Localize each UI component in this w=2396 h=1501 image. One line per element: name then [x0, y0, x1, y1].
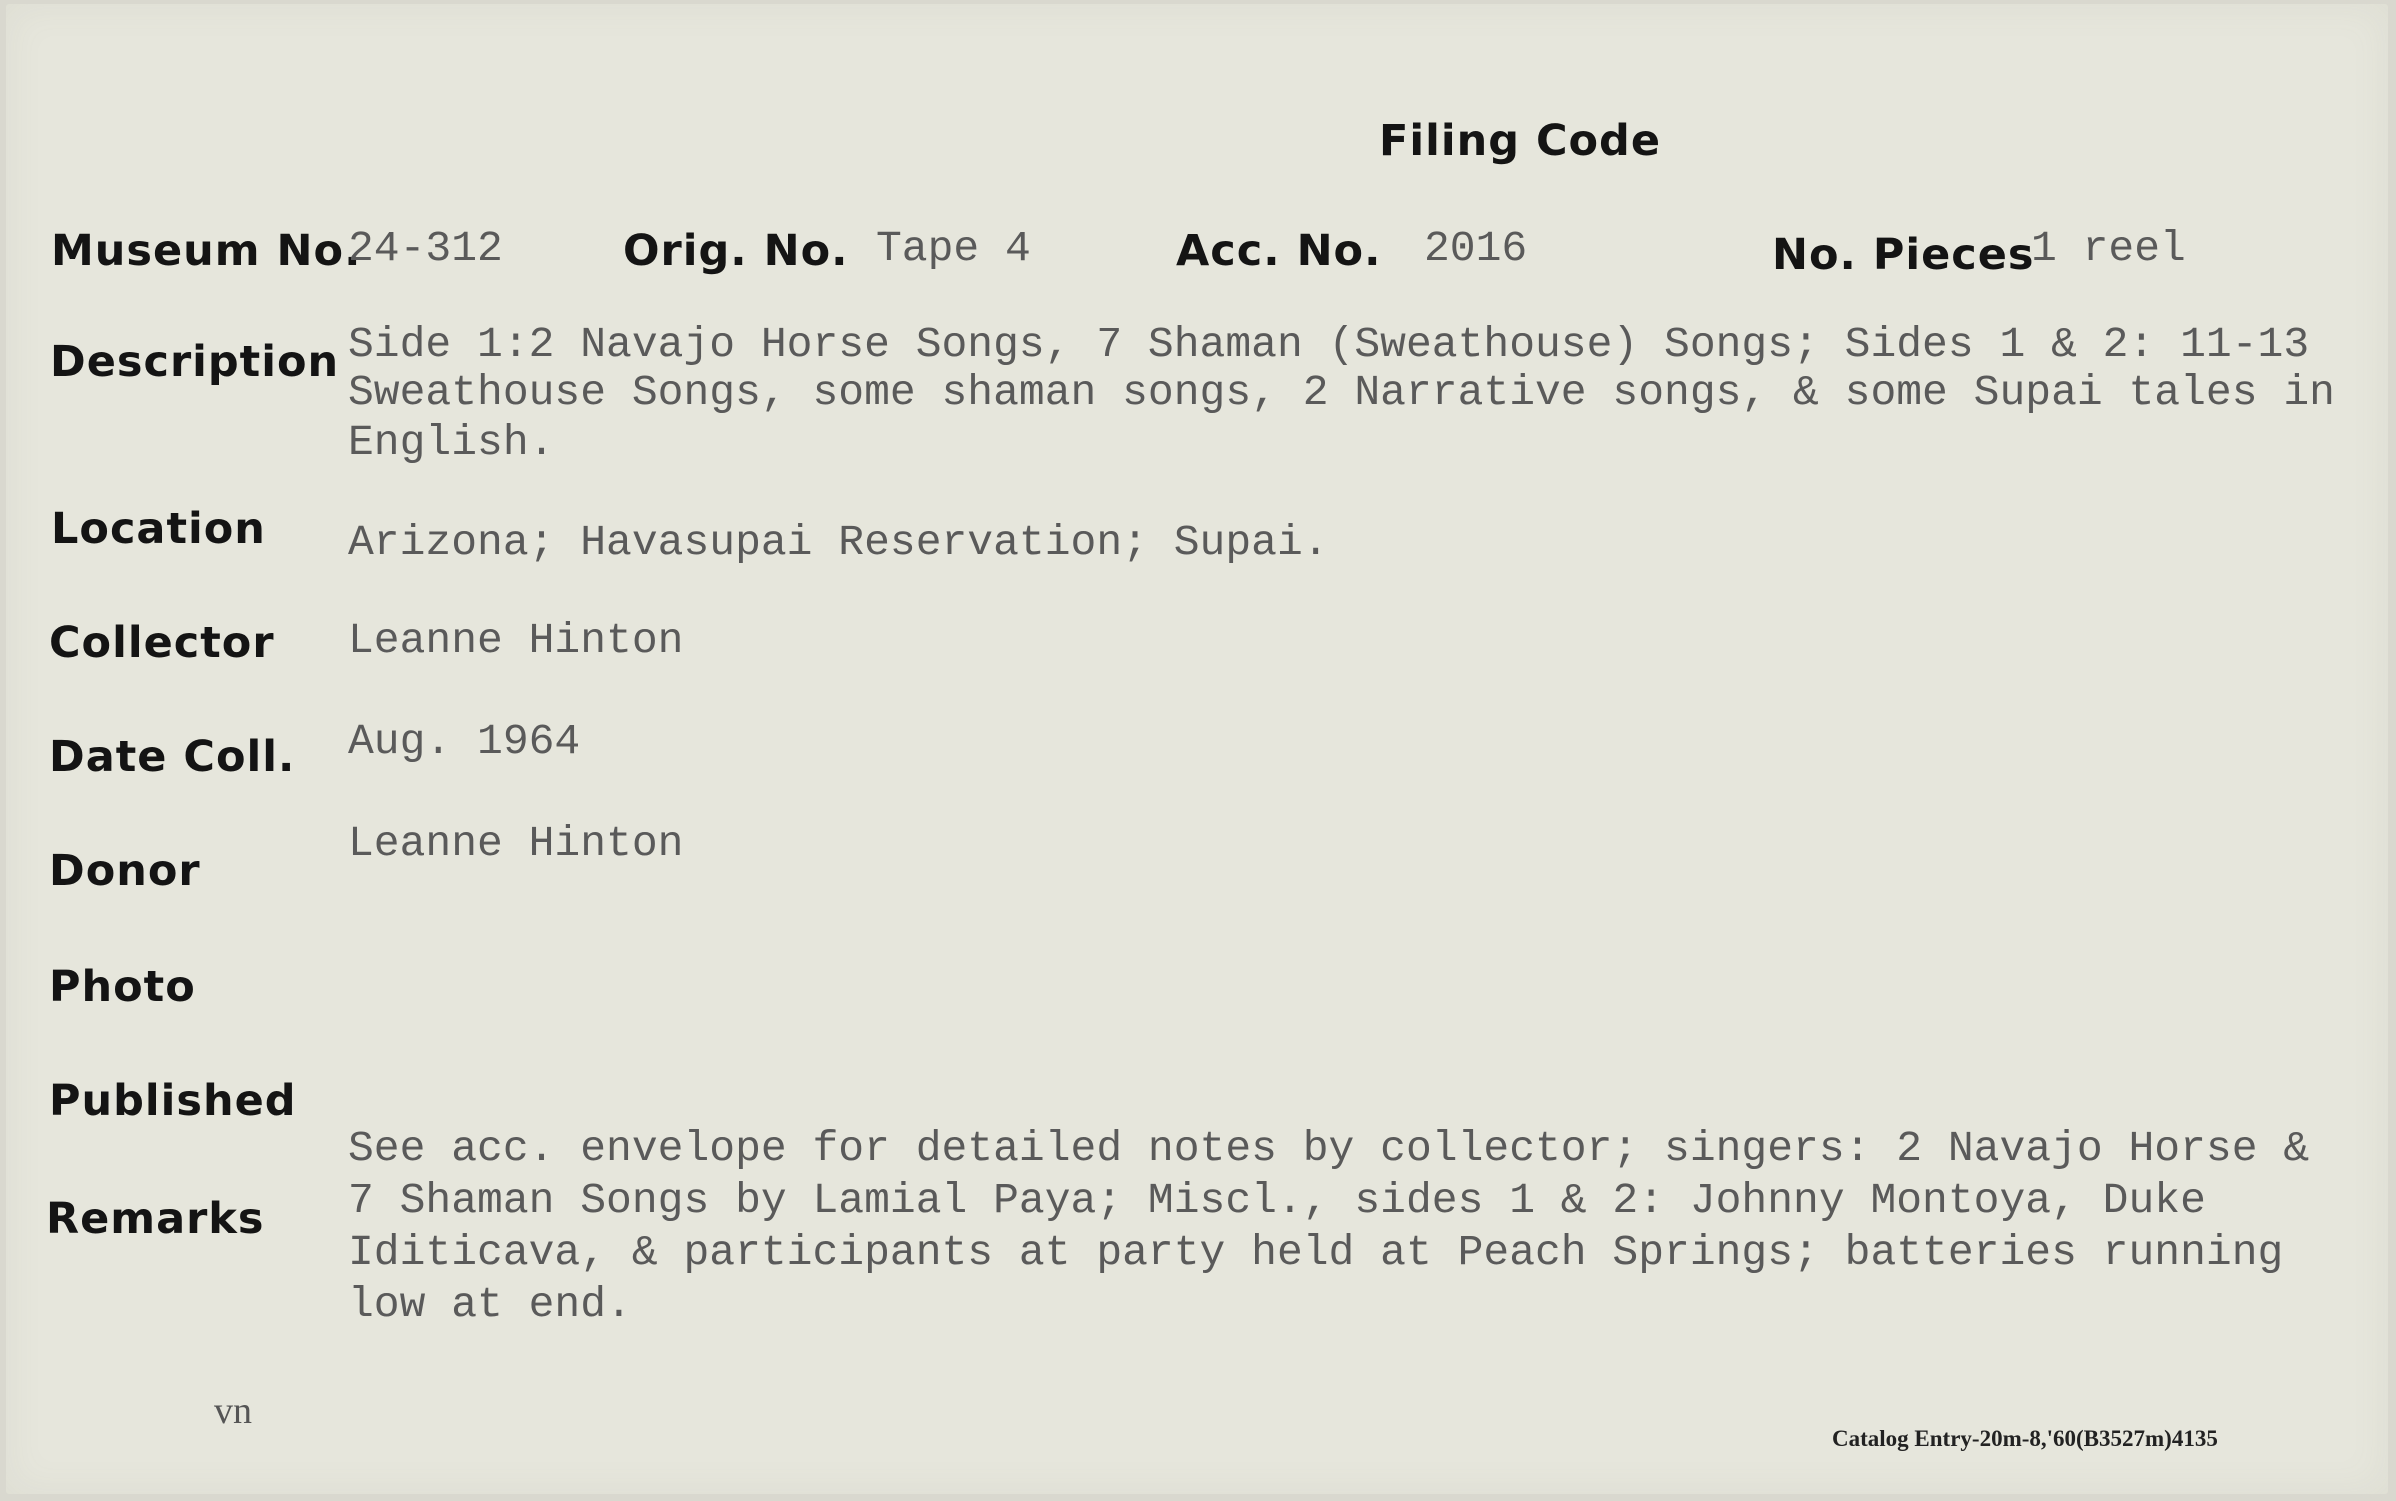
initials: vn — [214, 1390, 252, 1432]
catalog-entry-footer: Catalog Entry-20m-8,'60(B3527m)4135 — [1832, 1426, 2218, 1451]
donor-label: Donor — [49, 846, 201, 896]
donor-value: Leanne Hinton — [348, 819, 684, 868]
remarks-line-4: low at end. — [348, 1280, 632, 1329]
location-value: Arizona; Havasupai Reservation; Supai. — [348, 518, 1329, 567]
no-pieces-label: No. Pieces — [1772, 230, 2035, 280]
collector-value: Leanne Hinton — [348, 616, 684, 665]
orig-no-label: Orig. No. — [623, 226, 849, 276]
collector-label: Collector — [49, 618, 275, 668]
description-line-3: English. — [348, 418, 555, 467]
acc-no-label: Acc. No. — [1176, 226, 1382, 276]
published-label: Published — [49, 1076, 297, 1126]
location-label: Location — [51, 504, 266, 554]
no-pieces-value: 1 reel — [2031, 224, 2186, 273]
date-coll-label: Date Coll. — [49, 732, 296, 782]
filing-code-label: Filing Code — [1379, 116, 1661, 166]
photo-label: Photo — [49, 962, 196, 1012]
remarks-label: Remarks — [46, 1194, 265, 1244]
date-coll-value: Aug. 1964 — [348, 717, 581, 766]
acc-no-value: 2016 — [1424, 224, 1528, 273]
catalog-card — [6, 4, 2388, 1494]
orig-no-value: Tape 4 — [876, 224, 1031, 273]
remarks-line-1: See acc. envelope for detailed notes by collector; singers: 2 Navajo Horse & — [348, 1124, 2310, 1173]
description-label: Description — [50, 337, 340, 387]
description-line-2: Sweathouse Songs, some shaman songs, 2 Narrative songs, & some Supai tales in — [348, 368, 2335, 417]
remarks-line-2: 7 Shaman Songs by Lamial Paya; Miscl., sides 1 & 2: Johnny Montoya, Duke — [348, 1176, 2206, 1225]
description-line-1: Side 1:2 Navajo Horse Songs, 7 Shaman (Sweathouse) Songs; Sides 1 & 2: 11-13 — [348, 320, 2310, 369]
remarks-line-3: Iditicava, & participants at party held at Peach Springs; batteries running — [348, 1228, 2284, 1277]
museum-no-label: Museum No. — [51, 226, 362, 276]
museum-no-value: 24-312 — [348, 224, 503, 273]
